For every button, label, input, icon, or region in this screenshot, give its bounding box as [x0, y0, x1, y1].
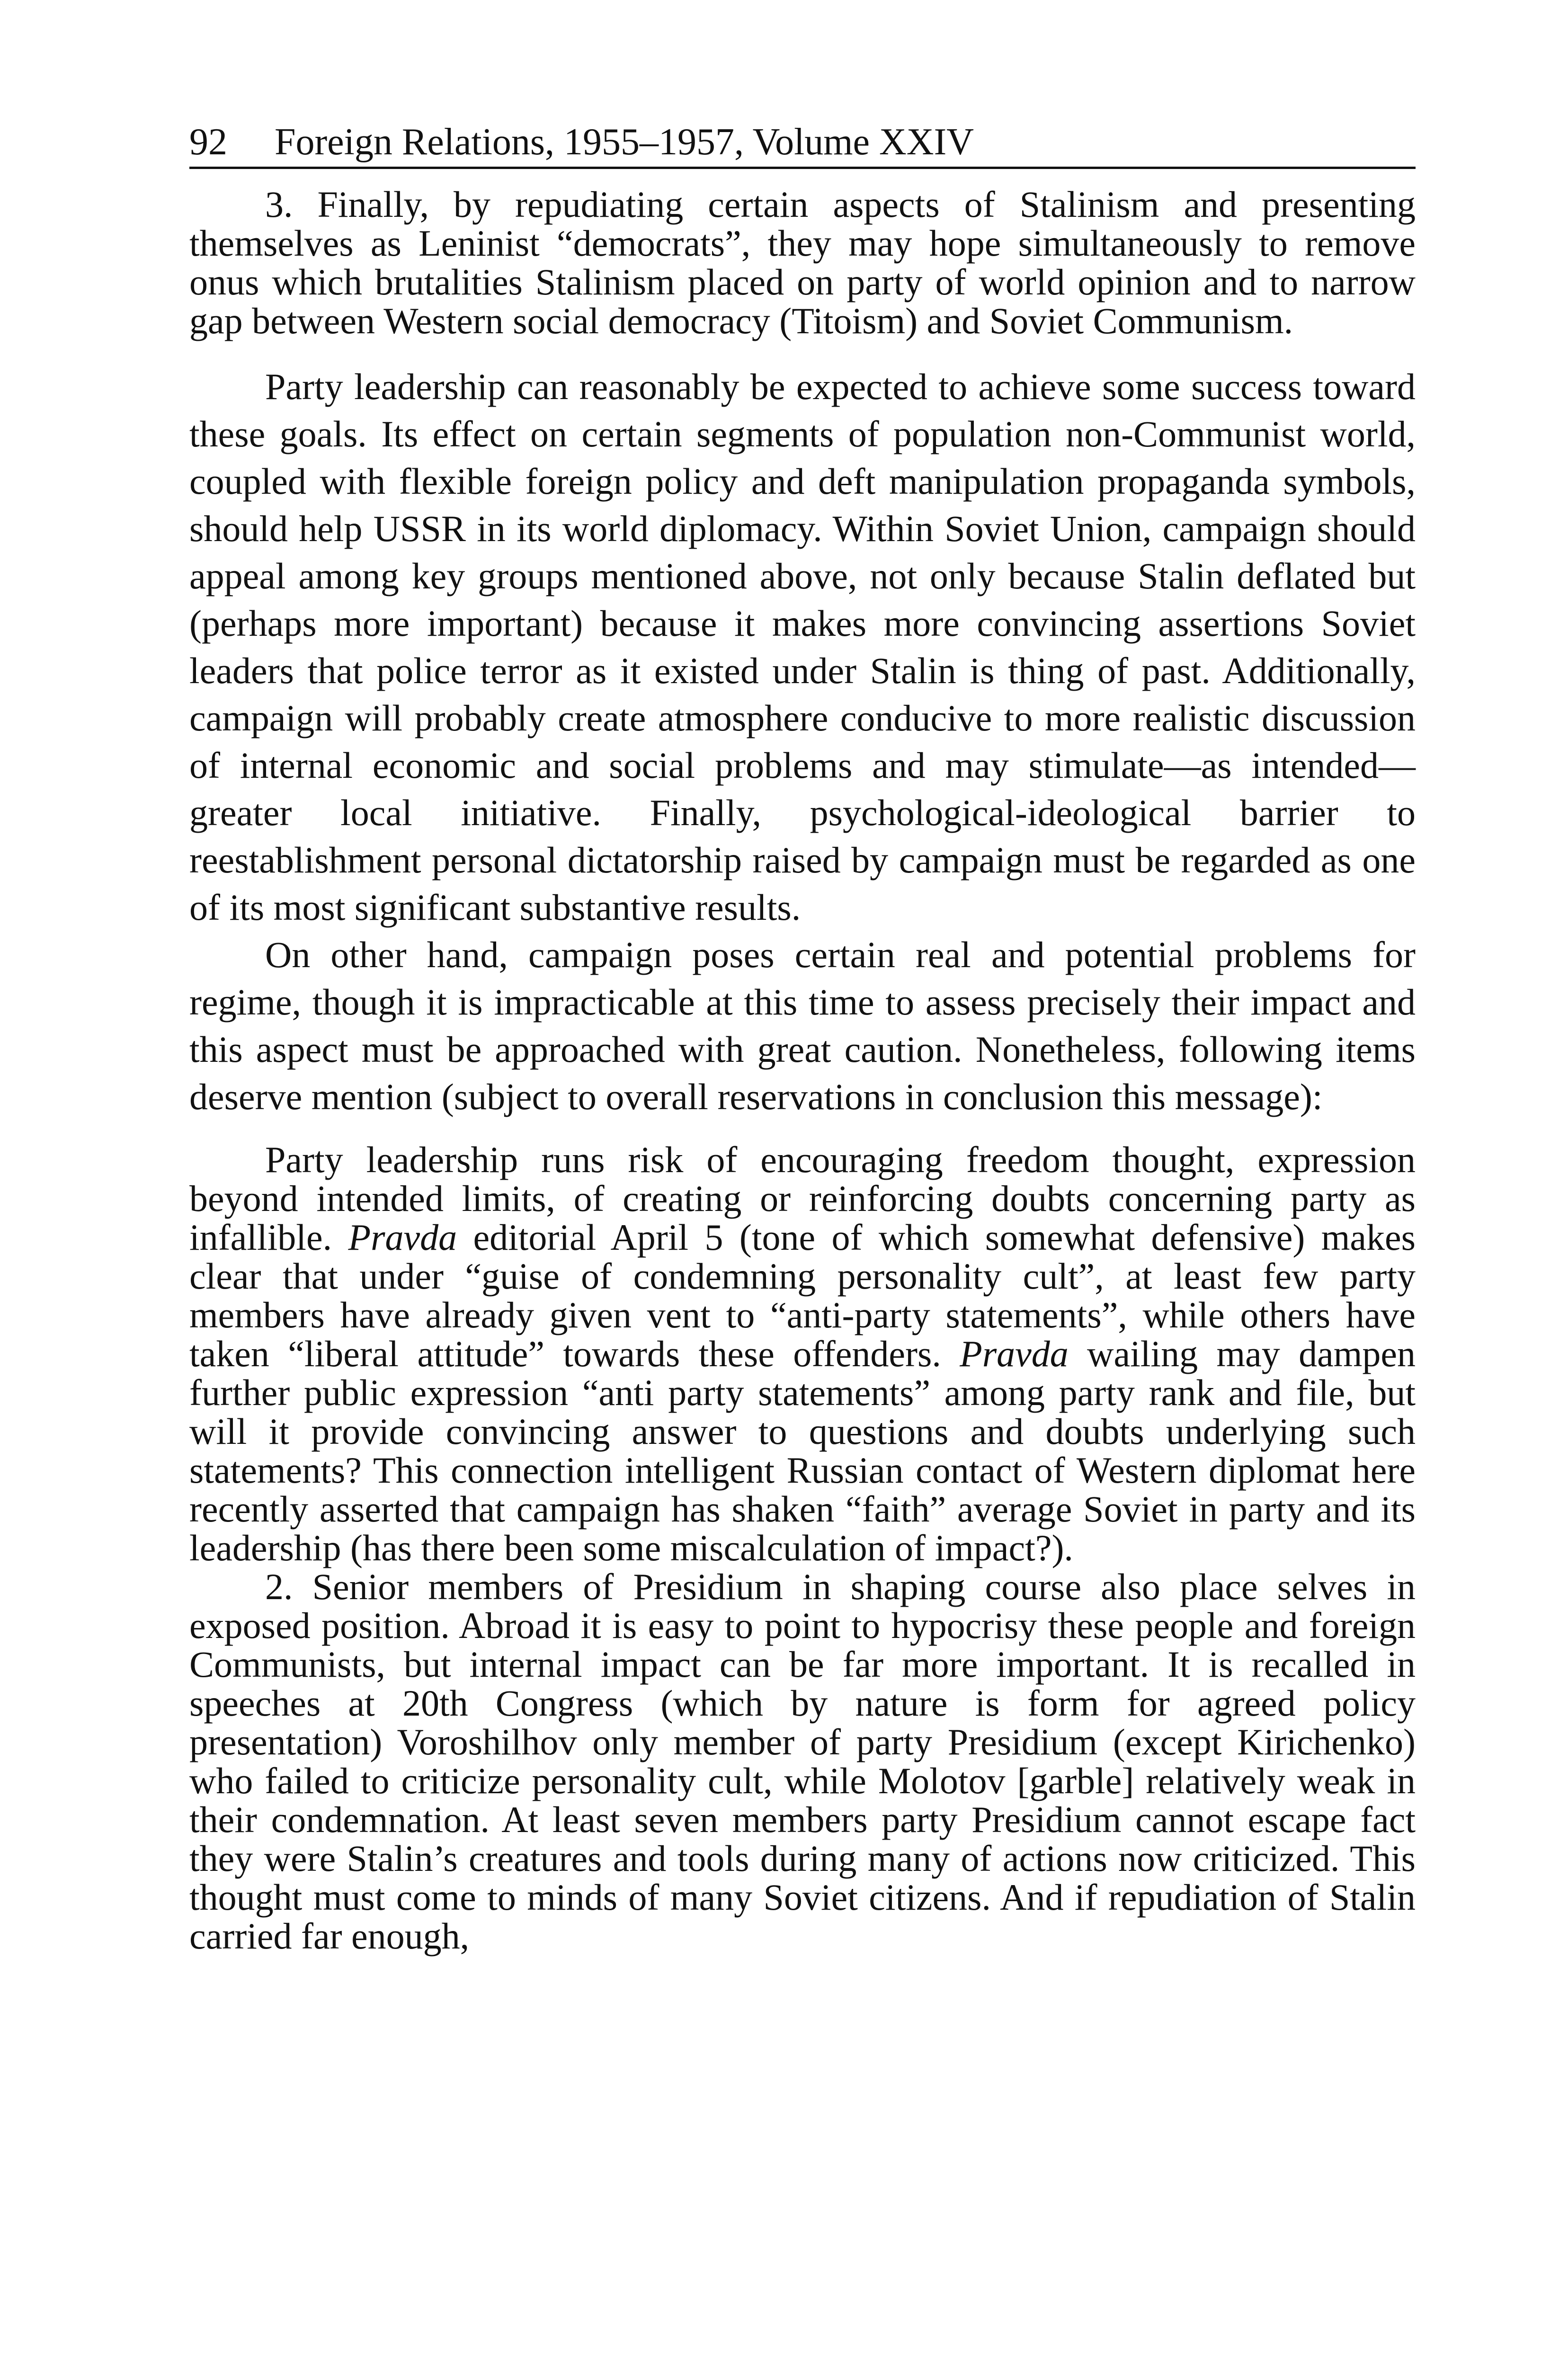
document-page [189, 118, 1416, 1956]
paragraph-risk-part-a: Party leadership runs risk of encouraging freedom thought, expression beyond intended limits, of creating or reinforcing doubts concerning party as infallible. [189, 1139, 1416, 1258]
paragraph-risk-part-b: editorial April 5 (tone of which somewhat defensive) makes clear that under “guise of condemning personality cult”, at least few party members have already given vent to “anti-party statements”, while others have taken “liberal attitude” towards these offenders. [189, 1217, 1416, 1374]
running-head [189, 118, 1416, 169]
pravda-italic-2: Pravda [960, 1333, 1069, 1374]
header-title: Foreign Relations, 1955–1957, Volume XXIV [275, 121, 974, 163]
paragraph-finally: 3. Finally, by repudiating certain aspects of Stalinism and presenting themselves as Leninist “democrats”, they may hope simultaneously to remove onus which brutalities Stalinism placed on party of world opinion and to narrow gap between Western social democracy (Titoism) and Soviet Communism. [189, 184, 1416, 341]
paragraph-senior-members: 2. Senior members of Presidium in shaping course also place selves in exposed position. Abroad it is easy to point to hypocrisy these people and foreign Communists, but internal impact can be far more important. It is recalled in speeches at 20th Congress (which by nature is form for agreed policy presentation) Voroshilhov only member of party Presidium (except Kirichenko) who failed to criticize personality cult, while Molotov [garble] relatively weak in their condemnation. At least seven members party Presidium cannot escape fact they were Stalin’s creatures and tools during many of actions now criticized. This thought must come to minds of many Soviet citizens. And if repudiation of Stalin carried far enough, [189, 1566, 1416, 1957]
page-number: 92 [189, 121, 227, 163]
paragraph-party-leadership: Party leadership can reasonably be expected to achieve some success toward these goals. Its effect on certain segments of population non-Communist world, coupled with flexible foreign policy and deft manipulation propaganda symbols, should help USSR in its world diplomacy. Within Soviet Union, campaign should appeal among key groups mentioned above, not only because Stalin deflated but (perhaps more important) because it makes more convincing assertions Soviet leaders that police terror as it existed under Stalin is thing of past. Additionally, campaign will probably create atmosphere conducive to more realistic discussion of internal economic and social problems and may stimulate—as intended—greater local initiative. Finally, psychological-ideological barrier to reestablishment personal dictatorship raised by campaign must be regarded as one of its most significant substantive results. [189, 366, 1416, 928]
paragraph-risk-part-c: wailing may dampen further public expression “anti party statements” among party rank and file, but will it provide convincing answer to questions and doubts underlying such statements? This connection intelligent Russian contact of Western diplomat here recently asserted that campaign has shaken “faith” average Soviet in party and its leadership (has there been some miscalculation of impact?). [189, 1333, 1416, 1568]
paragraph-risk [189, 1140, 1416, 1567]
paragraph-other-hand: On other hand, campaign poses certain real and potential problems for regime, though it is impracticable at this time to assess precisely their impact and this aspect must be approached with great caution. Nonetheless, following items deserve mention (subject to overall reservations in conclusion this message): [189, 934, 1416, 1117]
pravda-italic-1: Pravda [348, 1217, 457, 1258]
